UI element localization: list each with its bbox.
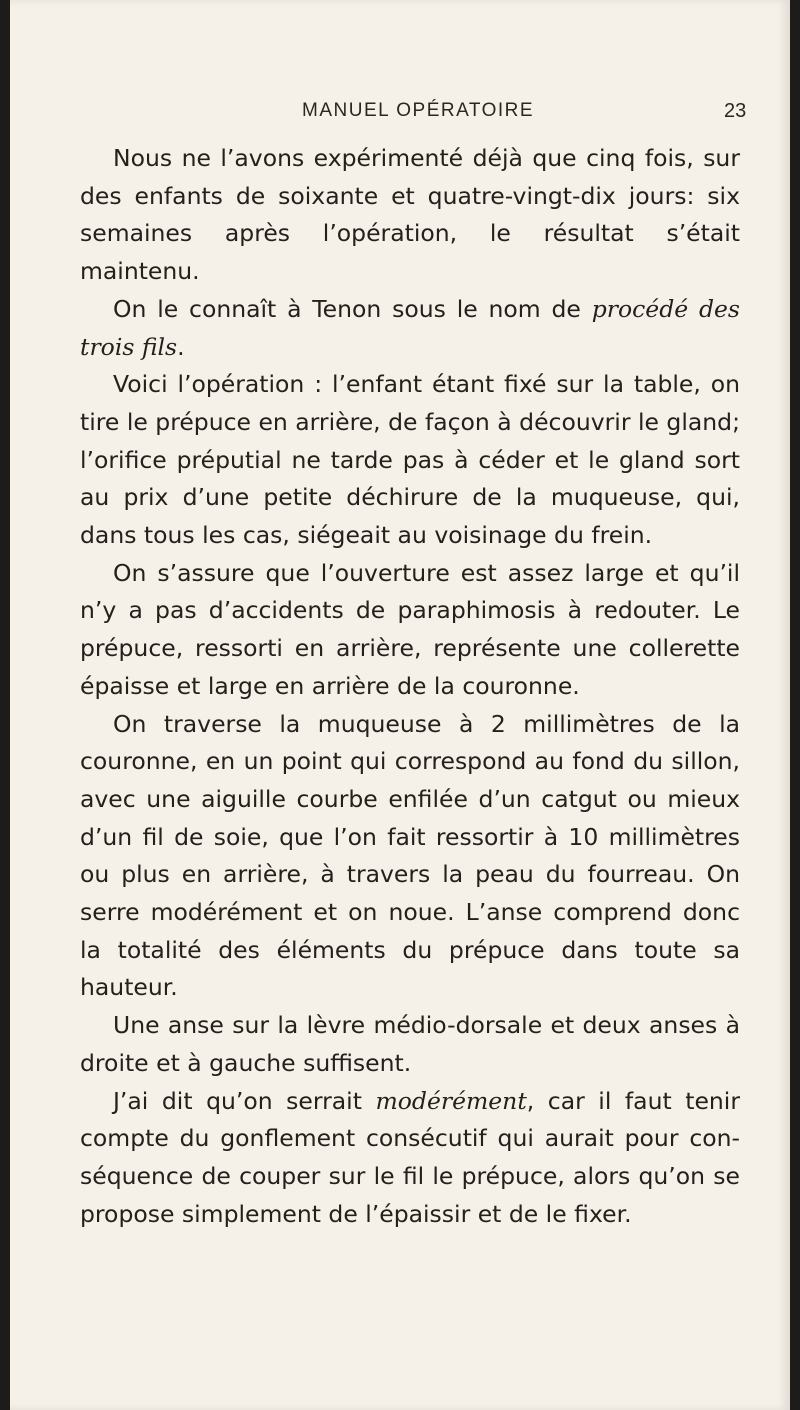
paragraph-5: On traverse la muqueuse à 2 millimètres de la couronne, en un point qui correspond au fond du sillon, avec une aiguille courbe enfilée d’un catgut ou mieux d’un fil de soie, que l’on fait ressortir à 10 millimètres ou plus en arrière, à travers la peau du fourreau. On serre modérément et on noue. L’anse comprend donc la totalité des éléments du prépuce dans toute sa hauteur. xyxy=(80,709,740,1002)
book-page xyxy=(10,0,790,1410)
paragraph-3: Voici l’opération : l’enfant étant fixé sur la table, on tire le prépuce en arrière, de façon à découvrir le gland; l’orifice préputial ne tarde pas à céder et le gland sort au prix d’une petite déchirure de la muqueuse, qui, dans tous les cas, siégeait au voisinage du frein. xyxy=(80,370,740,550)
paragraph-4: On s’assure que l’ouverture est assez large et qu’il n’y a pas d’accidents de paraphimosis à redouter. Le prépuce, ressorti en arrière, représente une collerette épaisse et large en arrière de la couronne. xyxy=(80,558,740,700)
body-text xyxy=(80,140,740,1233)
paragraph-7 xyxy=(80,1083,740,1234)
page-number: 23 xyxy=(724,100,747,122)
paragraph-2-text-start: On le connaît à Tenon sous le nom de xyxy=(113,294,592,323)
paragraph-1: Nous ne l’avons expérimenté déjà que cinq fois, sur des enfants de soixante et quatre-vingt-dix jours: six semaines après l’opération, le résultat s’était maintenu. xyxy=(80,144,740,286)
paragraph-2-text-end: . xyxy=(177,332,185,361)
paragraph-6: Une anse sur la lèvre médio-dorsale et deux anses à droite et à gauche suffisent. xyxy=(80,1011,740,1077)
running-head xyxy=(10,100,790,130)
procedure-name: procédé des trois fils xyxy=(80,294,740,361)
running-head-title: MANUEL OPÉRATOIRE xyxy=(302,100,535,121)
paragraph-7-text-end: , car il faut tenir compte du gonflement consécutif qui aurait pour conséquence de couper sur le fil le prépuce, alors qu’on se propose simplement de l’épaissir et de le fixer. xyxy=(80,1086,740,1228)
paragraph-7-text-start: J’ai dit qu’on serrait xyxy=(113,1086,376,1115)
paragraph-2 xyxy=(80,291,740,366)
emphasized-word: modérément xyxy=(375,1086,527,1115)
